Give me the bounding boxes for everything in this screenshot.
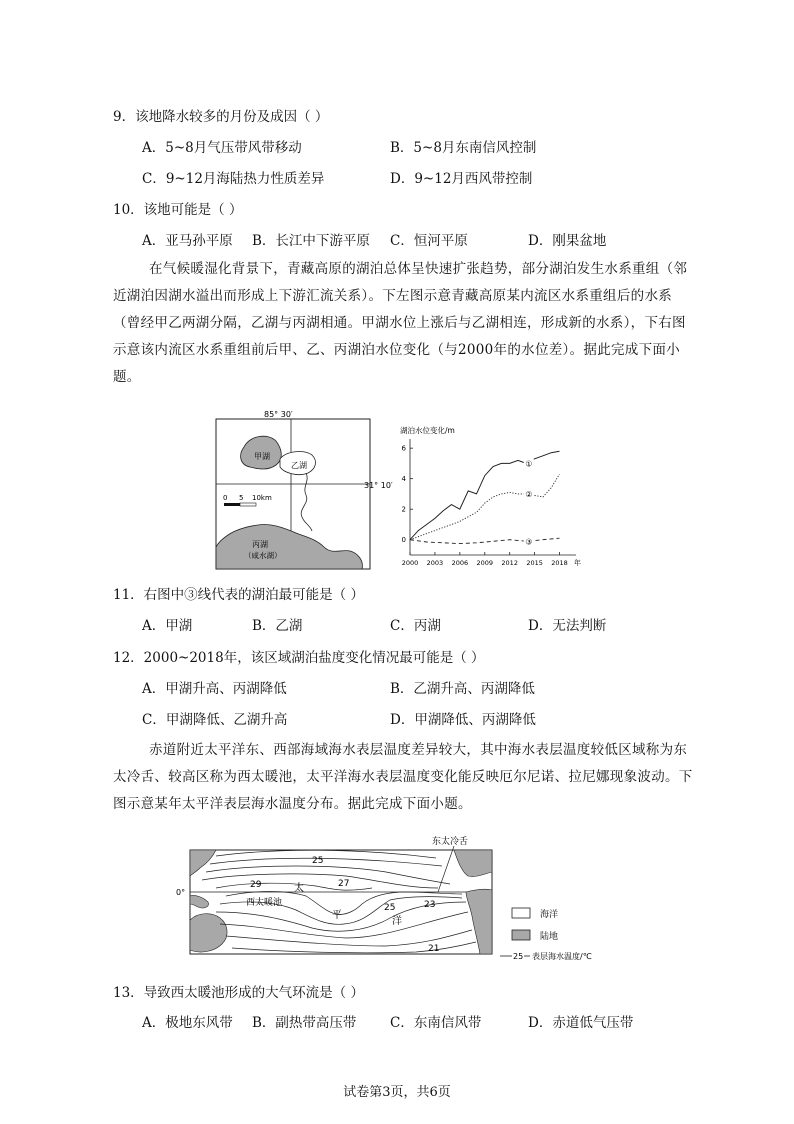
legend-iso-label: 表层海水温度/℃: [532, 952, 592, 961]
pacific-sst-map: [176, 832, 646, 966]
q11-option-d: D．无法判断: [528, 618, 607, 634]
chart-y-tick-label: 6: [401, 444, 406, 453]
chart-x-tick-label: 2009: [476, 559, 494, 567]
q12-option-a: A．甲湖升高、丙湖降低: [142, 681, 287, 697]
chart-series-2-label: ②: [525, 489, 533, 499]
q12-option-c: C．甲湖降低、乙湖升高: [142, 712, 288, 728]
chart-xlabel: 年: [574, 559, 581, 567]
chart-series-3-line: [410, 538, 560, 543]
lake-jia-label: 甲湖: [254, 452, 270, 461]
q9-option-c: C．9~12月海陆热力性质差异: [142, 171, 325, 187]
q10-stem: 10．该地可能是（ ）: [113, 202, 243, 218]
chart-x-tick-label: 2012: [501, 559, 518, 567]
chart-series-1-label: ①: [525, 459, 533, 469]
isotherm-label-23: 23: [424, 900, 436, 910]
q11-stem: 11．右图中③线代表的湖泊最可能是（ ）: [113, 587, 364, 603]
chart-y-tick-label: 4: [401, 475, 406, 484]
q9-stem: 9．该地降水较多的月份及成因（ ）: [113, 109, 329, 125]
chart-y-tick-label: 0: [401, 536, 406, 545]
west-pool-label: 西太暖池: [246, 898, 283, 908]
passage-pacific: 赤道附近太平洋东、西部海域海水表层温度差异较大，其中海水表层温度较低区域称为东太冷舌、较高区称为西太暖池，太平洋海水表层温度变化能反映厄尔尼诺、拉尼娜现象波动。下图示意某年太平洋表层海水温度分布。据此完成下面小题。: [113, 742, 693, 812]
q12-stem: 12．2000~2018年，该区域湖泊盐度变化情况最可能是（ ）: [113, 650, 485, 666]
q9-option-a: A．5~8月气压带风带移动: [142, 140, 302, 156]
longitude-label: 85° 30′: [264, 410, 293, 419]
sst-map-frame: [190, 850, 492, 954]
legend-land-label: 陆地: [540, 932, 559, 942]
isotherm-label-21: 21: [428, 944, 440, 954]
legend-land-swatch: [512, 930, 530, 940]
latitude-label: 31° 10′: [364, 481, 393, 490]
scale-0: 0: [223, 494, 228, 502]
q10-option-c: C．恒河平原: [390, 233, 468, 249]
chart-x-tick-label: 2018: [551, 559, 568, 567]
legend-ocean-swatch: [512, 908, 530, 918]
equator-label: 0°: [176, 888, 186, 897]
chart-x-tick-label: 2006: [451, 559, 469, 567]
q9-option-d: D．9~12月西风带控制: [390, 171, 533, 187]
q10-option-b: B．长江中下游平原: [252, 233, 370, 249]
q11-option-a: A．甲湖: [142, 618, 193, 634]
lake-yi-label: 乙湖: [291, 461, 307, 470]
scale-10: 10km: [252, 494, 272, 502]
q11-option-c: C．丙湖: [390, 618, 441, 634]
isotherm-label-25: 25: [312, 856, 324, 866]
chart-x-tick-label: 2003: [426, 559, 444, 567]
q10-option-d: D．刚果盆地: [528, 233, 607, 249]
legend-iso-value: 25: [513, 952, 524, 961]
isotherm-label-29: 29: [250, 880, 262, 890]
isotherm-label-27: 27: [338, 879, 350, 889]
page-footer: 试卷第3页，共6页: [343, 1085, 451, 1100]
q13-option-c: C．东南信风带: [390, 1015, 482, 1031]
legend-ocean-label: 海洋: [540, 910, 559, 920]
q13-stem: 13．导致西太暖池形成的大气环流是（ ）: [113, 985, 364, 1001]
scale-bar-white: [240, 503, 256, 506]
lake-bing-note: （咸水湖）: [244, 551, 282, 560]
q13-option-b: B．副热带高压带: [252, 1015, 357, 1031]
scale-5: 5: [239, 494, 244, 502]
ocean-char-ping: 平: [332, 910, 342, 921]
lake-level-chart: [396, 419, 586, 567]
scale-bar-black: [224, 503, 240, 506]
q11-option-b: B．乙湖: [252, 618, 303, 634]
ocean-char-tai: 太: [294, 883, 304, 894]
passage-lakes: 在气候暖湿化背景下，青藏高原的湖泊总体呈快速扩张趋势，部分湖泊发生水系重组（邻近湖泊因湖水溢出而形成上下游汇流关系）。下左图示意青藏高原某内流区水系重组后的水系（曾经甲乙两湖分隔，乙湖与丙湖相通。甲湖水位上涨后与乙湖相连，形成新的水系），下右图示意该内流区水系重组前后甲、乙、丙湖泊水位变化（与2000年的水位差）。据此完成下面小题。: [113, 261, 688, 385]
q13-option-d: D．赤道低气压带: [528, 1015, 634, 1031]
chart-series-1-line: [410, 451, 560, 540]
ocean-char-yang: 洋: [392, 916, 402, 927]
chart-x-tick-label: 2015: [526, 559, 543, 567]
q12-option-d: D．甲湖降低、丙湖降低: [390, 712, 536, 728]
east-tongue-label: 东太冷舌: [432, 837, 469, 847]
isotherm-label-25b: 25: [384, 903, 396, 913]
chart-ylabel: 湖泊水位变化/m: [400, 426, 455, 435]
q10-option-a: A．亚马孙平原: [142, 233, 233, 249]
chart-series-2-line: [410, 474, 560, 540]
chart-x-tick-label: 2000: [401, 559, 419, 567]
q13-option-a: A．极地东风带: [142, 1015, 233, 1031]
chart-series-3-label: ③: [525, 537, 533, 547]
chart-y-tick-label: 2: [401, 505, 406, 514]
lake-bing-label: 丙湖: [252, 540, 268, 549]
lake-system-map: [214, 407, 394, 573]
q9-option-b: B．5~8月东南信风控制: [390, 140, 537, 156]
q12-option-b: B．乙湖升高、丙湖降低: [390, 681, 535, 697]
